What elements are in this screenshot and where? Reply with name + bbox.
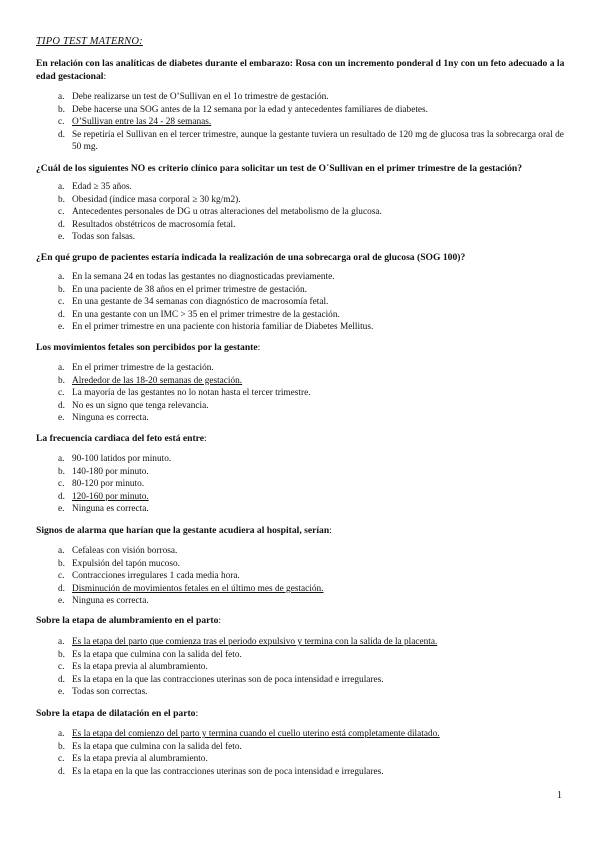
option-letter: b.	[58, 466, 65, 477]
question-text: Sobre la etapa de alumbramiento en el parto	[36, 615, 219, 626]
option-d	[36, 309, 572, 322]
question-4	[36, 342, 572, 355]
option-text: Es la etapa que culmina con la salida del feto.	[72, 741, 242, 752]
option-letter: d.	[58, 309, 65, 320]
option-b	[36, 194, 572, 207]
option-e	[36, 412, 572, 425]
option-text: En el primer trimestre en una paciente con historia familiar de Diabetes Mellitus.	[72, 322, 374, 333]
option-text: Es la etapa del parto que comienza tras el periodo expulsivo y termina con la salida de la placenta.	[72, 637, 438, 647]
option-a	[36, 636, 572, 649]
option-letter: c.	[58, 479, 65, 490]
question-2	[36, 163, 572, 176]
option-c	[36, 116, 572, 129]
option-a	[36, 91, 572, 104]
question-tail: :	[218, 615, 222, 626]
option-text: Ninguna es correcta.	[72, 504, 149, 515]
option-a	[36, 453, 572, 466]
option-text: Debe hacerse una SOG antes de la 12 semana por la edad y antecedentes familiares de diabetes.	[72, 104, 428, 115]
option-c	[36, 753, 572, 766]
option-letter: c.	[58, 297, 65, 308]
option-letter: c.	[58, 662, 65, 673]
option-letter: b.	[58, 194, 65, 205]
options-list-4	[36, 362, 572, 425]
option-d	[36, 583, 572, 596]
option-letter: e.	[58, 232, 65, 243]
question-7	[36, 615, 572, 628]
option-text: Debe realizarse un test de O’Sullivan en el 1o trimestre de gestación.	[72, 92, 329, 102]
option-c	[36, 661, 572, 674]
option-text: En la semana 24 en todas las gestantes no diagnosticadas previamente.	[72, 272, 335, 282]
option-letter: a.	[58, 729, 65, 739]
option-text: Contracciones irregulares 1 cada media hora.	[72, 571, 240, 582]
option-letter: a.	[58, 546, 65, 556]
option-letter: d.	[58, 129, 65, 140]
question-text: Los movimientos fetales son percibidos por la gestante	[36, 342, 258, 353]
option-letter: b.	[58, 284, 65, 295]
option-letter: d.	[58, 219, 65, 230]
option-letter: e.	[58, 687, 65, 698]
option-text: Es la etapa en la que las contracciones uterinas son de poca intensidad e irregulares.	[72, 766, 384, 777]
option-letter: d.	[58, 674, 65, 685]
option-text: Cefaleas con visión borrosa.	[72, 546, 178, 556]
options-list-7	[36, 636, 572, 699]
option-d	[36, 129, 572, 154]
option-c	[36, 296, 572, 309]
option-a	[36, 181, 572, 194]
option-letter: c.	[58, 117, 65, 128]
option-letter: e.	[58, 322, 65, 333]
option-text: 120-160 por minuto.	[72, 491, 149, 502]
option-letter: e.	[58, 504, 65, 515]
option-text: Todas son falsas.	[72, 232, 136, 243]
option-letter: e.	[58, 596, 65, 607]
option-d	[36, 766, 572, 779]
option-e	[36, 595, 572, 608]
question-text: Sobre la etapa de dilatación en el parto	[36, 708, 196, 719]
option-letter: e.	[58, 413, 65, 424]
option-text: Edad ≥ 35 años.	[72, 182, 132, 192]
options-list-8	[36, 728, 572, 778]
question-text: En relación con las analíticas de diabetes durante el embarazo: Rosa con un incremento ponderal d 1ny con un feto adecuado a la edad gestacional	[36, 58, 565, 82]
question-1	[36, 58, 572, 83]
options-list-3	[36, 271, 572, 334]
option-b	[36, 466, 572, 479]
option-b	[36, 649, 572, 662]
option-a	[36, 362, 572, 375]
option-text: O’Sullivan entre las 24 - 28 semanas.	[72, 117, 212, 128]
option-b	[36, 741, 572, 754]
option-letter: a.	[58, 272, 65, 282]
option-a	[36, 545, 572, 558]
option-letter: a.	[58, 637, 65, 647]
option-e	[36, 686, 572, 699]
option-text: Todas son correctas.	[72, 687, 148, 698]
question-tail: :	[103, 70, 107, 82]
option-letter: d.	[58, 766, 65, 777]
option-text: No es un signo que tenga relevancia.	[72, 400, 209, 411]
option-text: Es la etapa en la que las contracciones uterinas son de poca intensidad e irregulares.	[72, 674, 384, 685]
option-text: 80-120 por minuto.	[72, 479, 145, 490]
option-text: Antecedentes personales de DG u otras alteraciones del metabolismo de la glucosa.	[72, 207, 382, 218]
option-text: Expulsión del tapón mucoso.	[72, 558, 180, 569]
option-letter: b.	[58, 558, 65, 569]
option-text: Ninguna es correcta.	[72, 596, 149, 607]
option-text: En una gestante de 34 semanas con diagnóstico de macrosomía fetal.	[72, 297, 329, 308]
options-list-2	[36, 181, 572, 244]
question-text: Signos de alarma que harían que la gestante acudiera al hospital, serían	[36, 525, 330, 536]
option-a	[36, 728, 572, 741]
option-text: En una gestante con un IMC > 35 en el primer trimestre de la gestación.	[72, 309, 340, 320]
option-letter: b.	[58, 649, 65, 660]
option-letter: d.	[58, 583, 65, 594]
option-text: Alrededor de las 18-20 semanas de gestación.	[72, 375, 243, 386]
option-b	[36, 558, 572, 571]
question-text: ¿En qué grupo de pacientes estaría indicada la realización de una sobrecarga oral de glucosa (SOG 100)?	[36, 252, 466, 263]
options-list-6	[36, 545, 572, 608]
option-letter: a.	[58, 454, 65, 464]
option-text: Obesidad (índice masa corporal ≥ 30 kg/m2).	[72, 194, 241, 205]
question-tail: :	[329, 525, 332, 536]
option-text: Es la etapa del comienzo del parto y termina cuando el cuello uterino está completamente dilatado.	[72, 729, 440, 739]
question-6	[36, 525, 572, 538]
option-letter: c.	[58, 754, 65, 765]
option-letter: b.	[58, 741, 65, 752]
option-text: Se repetiría el Sullivan en el tercer trimestre, aunque la gestante tuviera un resultado de 120 mg de glucosa tras la sobrecarga oral de 50 mg.	[72, 129, 564, 153]
option-e	[36, 503, 572, 516]
option-text: Es la etapa previa al alumbramiento.	[72, 662, 208, 673]
option-letter: c.	[58, 207, 65, 218]
option-text: Es la etapa que culmina con la salida del feto.	[72, 649, 242, 660]
option-b	[36, 284, 572, 297]
question-8	[36, 708, 572, 721]
page-number: 1	[557, 790, 562, 801]
option-d	[36, 219, 572, 232]
option-text: Ninguna es correcta.	[72, 413, 149, 424]
option-c	[36, 478, 572, 491]
option-b	[36, 375, 572, 388]
question-tail: :	[257, 342, 261, 353]
option-text: Es la etapa previa al alumbramiento.	[72, 754, 208, 765]
option-letter: b.	[58, 375, 65, 386]
option-text: En el primer trimestre de la gestación.	[72, 363, 214, 373]
options-list-1	[36, 91, 572, 154]
option-b	[36, 104, 572, 117]
option-text: 140-180 por minuto.	[72, 466, 149, 477]
option-c	[36, 570, 572, 583]
question-tail: :	[195, 708, 199, 719]
options-list-5	[36, 453, 572, 516]
option-text: En una paciente de 38 años en el primer trimestre de gestación.	[72, 284, 307, 295]
option-e	[36, 321, 572, 334]
option-d	[36, 674, 572, 687]
option-text: La mayoría de las gestantes no lo notan hasta el tercer trimestre.	[72, 388, 311, 399]
option-letter: c.	[58, 388, 65, 399]
document-title: TIPO TEST MATERNO:	[36, 36, 143, 47]
question-text: La frecuencia cardiaca del feto está entre	[36, 433, 205, 444]
option-letter: d.	[58, 491, 65, 502]
option-text: 90-100 latidos por minuto.	[72, 454, 172, 464]
option-d	[36, 400, 572, 413]
option-text: Disminución de movimientos fetales en el último mes de gestación.	[72, 583, 324, 594]
option-a	[36, 271, 572, 284]
option-letter: b.	[58, 104, 65, 115]
option-c	[36, 387, 572, 400]
option-text: Resultados obstétricos de macrosomía fetal.	[72, 219, 236, 230]
option-letter: a.	[58, 182, 65, 192]
option-c	[36, 206, 572, 219]
question-3	[36, 252, 572, 265]
option-d	[36, 491, 572, 504]
option-e	[36, 231, 572, 244]
question-5	[36, 433, 572, 446]
option-letter: a.	[58, 363, 65, 373]
option-letter: c.	[58, 571, 65, 582]
question-tail: :	[204, 433, 207, 444]
option-letter: d.	[58, 400, 65, 411]
option-letter: a.	[58, 92, 65, 102]
question-text: ¿Cuál de los siguientes NO es criterio clínico para solicitar un test de O´Sullivan en el primer trimestre de la gestación?	[36, 163, 523, 174]
